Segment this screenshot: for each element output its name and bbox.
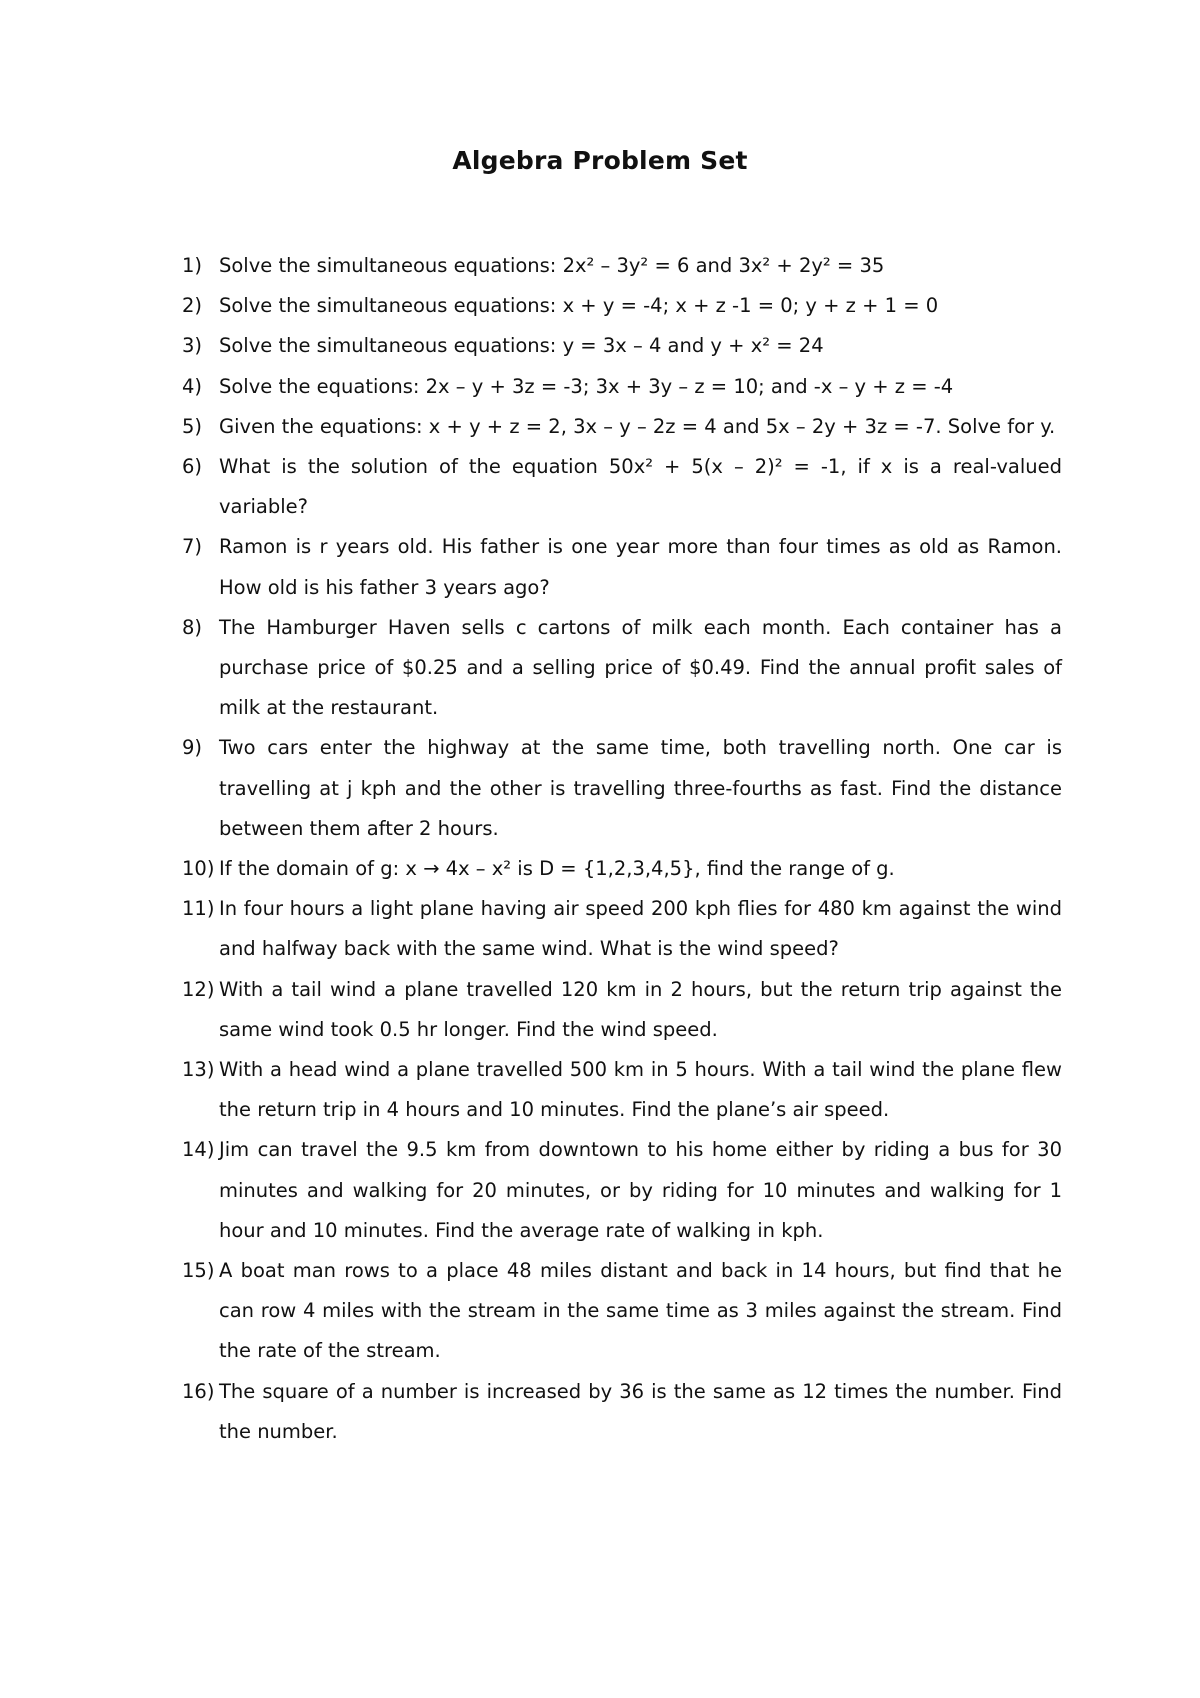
problem-item (0, 326, 1200, 366)
problem-item (0, 447, 1200, 527)
problem-item (0, 1251, 1200, 1372)
problem-text: With a head wind a plane travelled 500 km in 5 hours. With a tail wind the plane flew the return trip in 4 hours and 10 minutes. Find the plane’s air speed. (219, 1058, 1062, 1122)
problem-number: 16) (182, 1379, 215, 1403)
problem-number: 14) (182, 1138, 215, 1162)
problem-text: What is the solution of the equation 50x² + 5(x – 2)² = -1, if x is a real-valued variable? (219, 455, 1062, 519)
problem-number: 13) (182, 1058, 215, 1082)
problem-number: 5) (182, 414, 203, 438)
problem-number: 15) (182, 1259, 215, 1283)
problem-text: Jim can travel the 9.5 km from downtown to his home either by riding a bus for 30 minutes and walking for 20 minutes, or by riding for 10 minutes and walking for 1 hour and 10 minutes. Find the average rate of walking in kph. (219, 1138, 1062, 1242)
problem-number: 7) (182, 535, 203, 559)
problem-item (0, 849, 1200, 889)
problem-text: Solve the simultaneous equations: x + y = -4; x + z -1 = 0; y + z + 1 = 0 (219, 294, 939, 318)
problem-item (0, 407, 1200, 447)
problem-text: Given the equations: x + y + z = 2, 3x – y – 2z = 4 and 5x – 2y + 3z = -7. Solve for y. (219, 414, 1056, 438)
problem-item (0, 970, 1200, 1050)
problem-number: 4) (182, 374, 203, 398)
problem-number: 2) (182, 294, 203, 318)
problem-text: With a tail wind a plane travelled 120 km in 2 hours, but the return trip against the same wind took 0.5 hr longer. Find the wind speed. (219, 977, 1062, 1041)
problem-text: The square of a number is increased by 36 is the same as 12 times the number. Find the number. (219, 1379, 1062, 1443)
problem-number: 9) (182, 736, 203, 760)
problem-item (0, 367, 1200, 407)
problem-text: Solve the equations: 2x – y + 3z = -3; 3x + 3y – z = 10; and -x – y + z = -4 (219, 374, 954, 398)
problem-number: 11) (182, 897, 215, 921)
problem-number: 6) (182, 455, 203, 479)
problem-text: Ramon is r years old. His father is one year more than four times as old as Ramon. How old is his father 3 years ago? (219, 535, 1062, 599)
problem-text: Solve the simultaneous equations: y = 3x – 4 and y + x² = 24 (219, 334, 824, 358)
problem-item (0, 889, 1200, 969)
problem-item (0, 1372, 1200, 1452)
problem-text: In four hours a light plane having air speed 200 kph flies for 480 km against the wind and halfway back with the same wind. What is the wind speed? (219, 897, 1062, 961)
problem-item (0, 1130, 1200, 1251)
problem-list (0, 246, 1200, 1452)
problem-item (0, 246, 1200, 286)
problem-number: 1) (182, 254, 203, 277)
problem-number: 8) (182, 615, 203, 639)
problem-item (0, 608, 1200, 729)
problem-text: A boat man rows to a place 48 miles distant and back in 14 hours, but find that he can row 4 miles with the stream in the same time as 3 miles against the stream. Find the rate of the stream. (219, 1259, 1062, 1363)
problem-text: If the domain of g: x → 4x – x² is D = {1,2,3,4,5}, find the range of g. (219, 857, 895, 881)
problem-text: The Hamburger Haven sells c cartons of milk each month. Each container has a purchase price of $0.25 and a selling price of $0.49. Find the annual profit sales of milk at the restaurant. (219, 615, 1062, 720)
problem-number: 12) (182, 977, 215, 1001)
problem-text: Two cars enter the highway at the same time, both travelling north. One car is travelling at j kph and the other is travelling three-fourths as fast. Find the distance between them after 2 hours. (219, 736, 1062, 840)
problem-number: 10) (182, 857, 215, 881)
problem-text: Solve the simultaneous equations: 2x² – 3y² = 6 and 3x² + 2y² = 35 (219, 254, 885, 277)
page-title: Algebra Problem Set (452, 146, 748, 175)
problem-number: 3) (182, 334, 203, 358)
problem-item (0, 1050, 1200, 1130)
problem-item (0, 728, 1200, 849)
problem-item (0, 286, 1200, 326)
problem-item (0, 527, 1200, 607)
